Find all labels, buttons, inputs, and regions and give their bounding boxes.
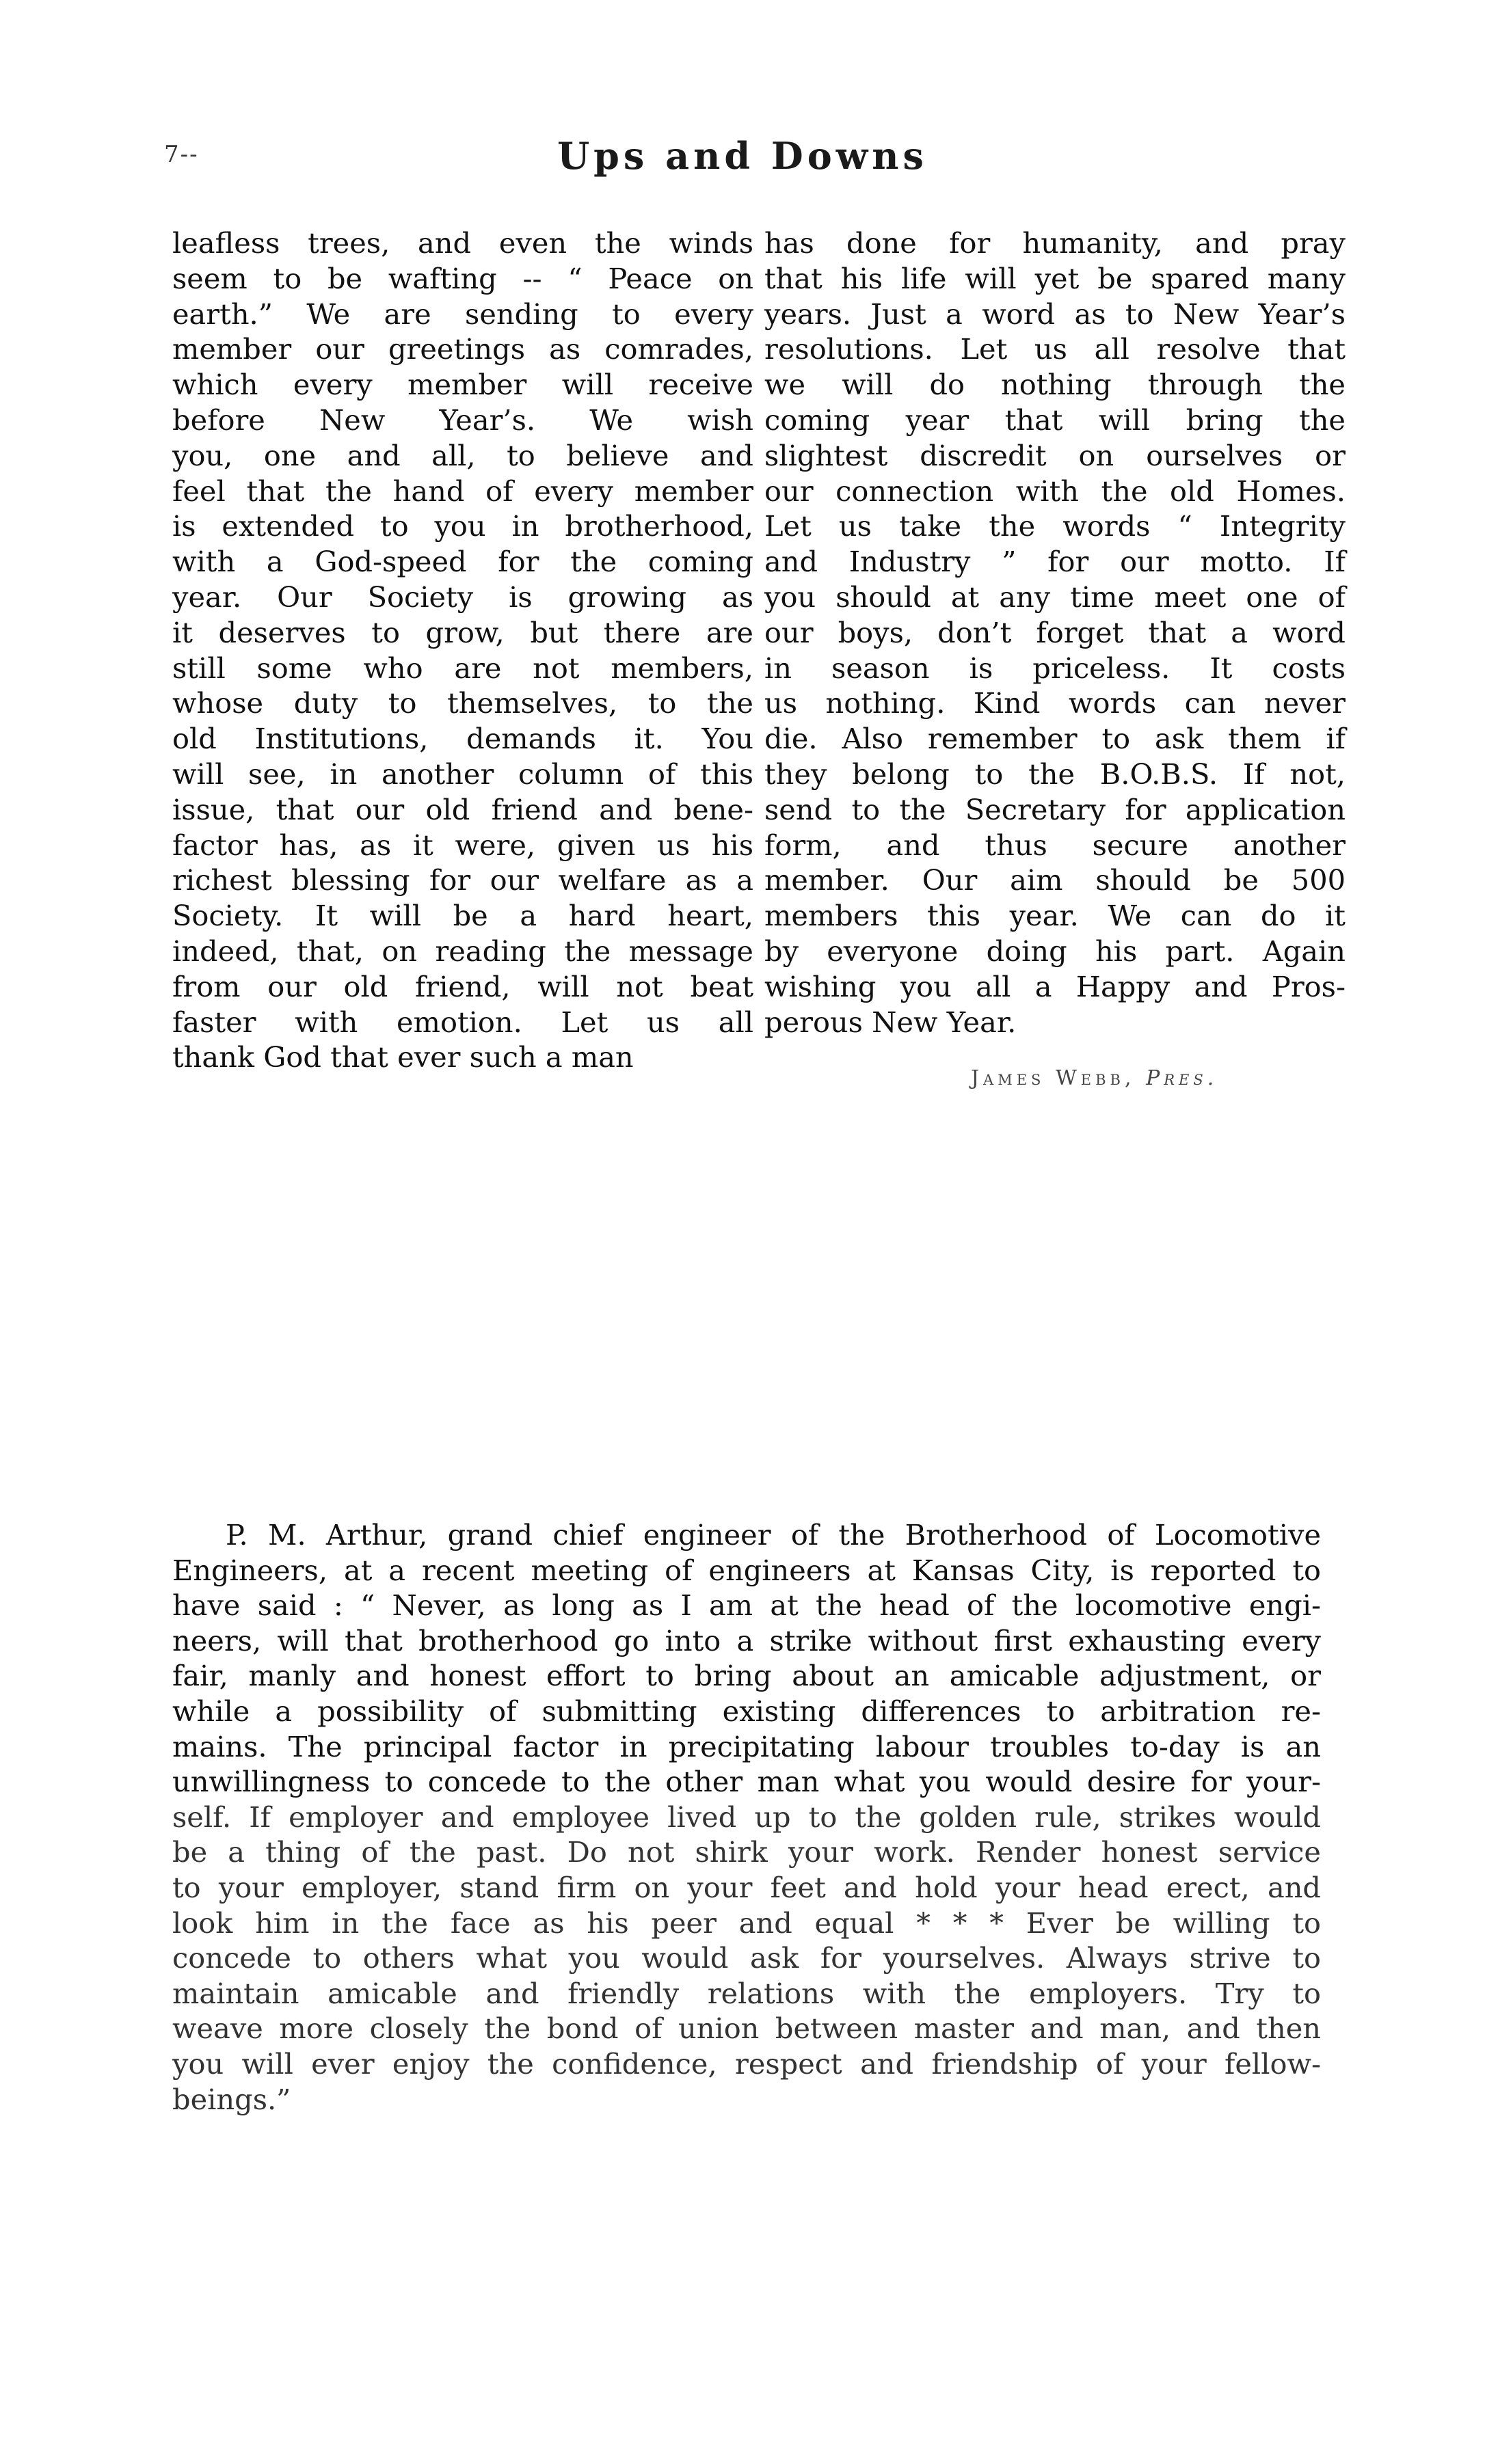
text-line: coming year that will bring the <box>764 403 1346 437</box>
text-line: be a thing of the past. Do not shirk your work. Render honest service <box>172 1835 1321 1869</box>
text-line: it deserves to grow, but there are <box>172 615 753 649</box>
text-line: still some who are not members, <box>172 651 753 685</box>
text-line: leafless trees, and even the winds <box>172 226 753 260</box>
text-line: fair, manly and honest effort to bring about an amicable adjustment, or <box>172 1659 1321 1693</box>
text-line: before New Year’s. We wish <box>172 403 753 437</box>
text-line: you will ever enjoy the confidence, respect and friendship of your fellow- <box>172 2046 1321 2081</box>
article-quote <box>172 1517 1321 2117</box>
text-line: member our greetings as comrades, <box>172 332 753 366</box>
text-line: with a God-speed for the coming <box>172 545 753 579</box>
left-column-text <box>172 226 753 1075</box>
signature-title: Pres. <box>1146 1066 1218 1090</box>
left-column <box>172 226 753 1075</box>
text-line: will see, in another column of this <box>172 757 753 791</box>
text-line: and Industry ” for our motto. If <box>764 545 1346 579</box>
text-line: in season is priceless. It costs <box>764 651 1346 685</box>
text-line: you, one and all, to believe and <box>172 438 753 472</box>
text-line: our connection with the old Homes. <box>764 474 1346 508</box>
text-line: concede to others what you would ask for yourselves. Always strive to <box>172 1941 1321 1975</box>
running-title: Ups and Downs <box>557 134 928 178</box>
text-line: that his life will yet be spared many <box>764 261 1346 295</box>
text-line: they belong to the B.O.B.S. If not, <box>764 757 1346 791</box>
text-line: richest blessing for our welfare as a <box>172 863 753 897</box>
text-line: we will do nothing through the <box>764 368 1346 402</box>
text-line: years. Just a word as to New Year’s <box>764 297 1346 331</box>
signature-name: James Webb, <box>971 1066 1136 1090</box>
text-line: to your employer, stand firm on your feet and hold your head erect, and <box>172 1870 1321 1904</box>
text-line: wishing you all a Happy and Pros- <box>764 969 1346 1003</box>
text-line: have said : “ Never, as long as I am at the head of the locomotive engi- <box>172 1588 1321 1623</box>
text-line: Let us take the words “ Integrity <box>764 509 1346 543</box>
text-line: form, and thus secure another <box>764 828 1346 862</box>
page-number: 7-- <box>164 141 199 168</box>
text-line: Society. It will be a hard heart, <box>172 899 753 933</box>
right-column-text <box>764 226 1346 1040</box>
text-line: faster with emotion. Let us all <box>172 1005 753 1039</box>
text-line: seem to be wafting -- “ Peace on <box>172 261 753 295</box>
text-line: feel that the hand of every member <box>172 474 753 508</box>
text-line: issue, that our old friend and bene- <box>172 792 753 826</box>
text-line: neers, will that brotherhood go into a strike without first exhausting every <box>172 1623 1321 1657</box>
text-line: you should at any time meet one of <box>764 580 1346 614</box>
text-line: by everyone doing his part. Again <box>764 934 1346 968</box>
text-line: look him in the face as his peer and equal * * * Ever be willing to <box>172 1906 1321 1940</box>
text-line: P. M. Arthur, grand chief engineer of the Brotherhood of Locomotive <box>226 1518 1321 1552</box>
text-line: factor has, as it were, given us his <box>172 828 753 862</box>
text-line: self. If employer and employee lived up to the golden rule, strikes would <box>172 1800 1321 1834</box>
text-line: member. Our aim should be 500 <box>764 863 1346 897</box>
text-line: which every member will receive <box>172 368 753 402</box>
text-line: slightest discredit on ourselves or <box>764 438 1346 472</box>
text-line: us nothing. Kind words can never <box>764 686 1346 720</box>
text-line: perous New Year. <box>764 1005 1017 1039</box>
text-line: mains. The principal factor in precipitating labour troubles to-day is an <box>172 1729 1321 1763</box>
text-line: earth.” We are sending to every <box>172 297 753 331</box>
text-line: members this year. We can do it <box>764 899 1346 933</box>
text-line: while a possibility of submitting existing differences to arbitration re- <box>172 1694 1321 1728</box>
text-line: maintain amicable and friendly relations with the employers. Try to <box>172 1976 1321 2010</box>
text-line: Engineers, at a recent meeting of engineers at Kansas City, is reported to <box>172 1553 1321 1587</box>
text-line: resolutions. Let us all resolve that <box>764 332 1346 366</box>
text-line: weave more closely the bond of union between master and man, and then <box>172 2012 1321 2046</box>
text-line: whose duty to themselves, to the <box>172 686 753 720</box>
text-line: has done for humanity, and pray <box>764 226 1346 260</box>
text-line: is extended to you in brotherhood, <box>172 509 753 543</box>
text-line: from our old friend, will not beat <box>172 969 753 1003</box>
right-column <box>764 226 1346 1040</box>
text-line: thank God that ever such a man <box>172 1040 634 1074</box>
signature <box>971 1066 1218 1090</box>
text-line: beings.” <box>172 2082 291 2116</box>
text-line: indeed, that, on reading the message <box>172 934 753 968</box>
text-line: our boys, don’t forget that a word <box>764 615 1346 649</box>
text-line: year. Our Society is growing as <box>172 580 753 614</box>
text-line: send to the Secretary for application <box>764 792 1346 826</box>
article-text <box>172 1517 1321 2117</box>
text-line: old Institutions, demands it. You <box>172 722 753 756</box>
text-line: unwillingness to concede to the other man what you would desire for your- <box>172 1765 1321 1799</box>
text-line: die. Also remember to ask them if <box>764 722 1346 756</box>
